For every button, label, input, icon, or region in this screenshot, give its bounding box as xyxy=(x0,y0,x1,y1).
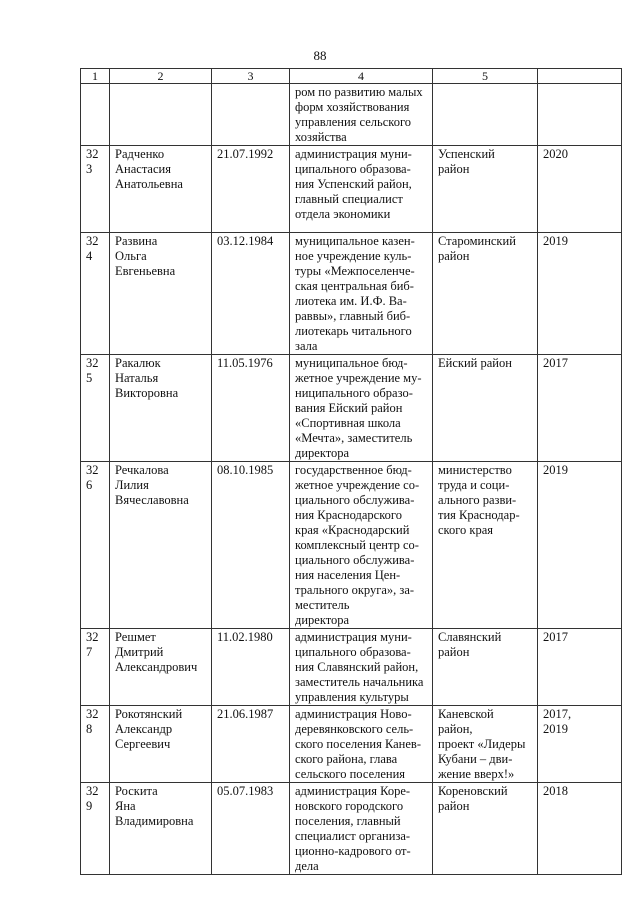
row-number: 324 xyxy=(81,233,110,355)
birth-date: 21.06.1987 xyxy=(212,706,290,783)
birth-date: 03.12.1984 xyxy=(212,233,290,355)
person-name: Роскита Яна Владимировна xyxy=(110,783,212,875)
birth-date: 11.02.1980 xyxy=(212,629,290,706)
birth-date: 05.07.1983 xyxy=(212,783,290,875)
year: 2017 xyxy=(538,629,622,706)
year: 2019 xyxy=(538,462,622,629)
page-number: 88 xyxy=(313,48,327,63)
column-header-4: 4 xyxy=(290,69,433,84)
year: 2019 xyxy=(538,233,622,355)
district: Ейский район xyxy=(433,355,538,462)
table-row xyxy=(81,146,622,233)
district: Кореновский район xyxy=(433,783,538,875)
year: 2020 xyxy=(538,146,622,233)
birth-date: 08.10.1985 xyxy=(212,462,290,629)
organization-position: администрация Коре- новского городского поселения, главный специалист организа- ционно-кадрового от- дела xyxy=(290,783,433,875)
organization-position: государственное бюд- жетное учреждение со- циального обслужива- ния Краснодарского края «Краснодарский комплексный центр со- циального обслужива- ния населения Цен- трального округа», за- меститель директора xyxy=(290,462,433,629)
organization-position: администрация Ново- деревянковского сель- ского поселения Канев- ского района, глава сельского поселения xyxy=(290,706,433,783)
column-header-6 xyxy=(538,69,622,84)
continuation-organization-cell: ром по развитию малых форм хозяйствования управления сельского хозяйства xyxy=(290,84,433,146)
column-header-2: 2 xyxy=(110,69,212,84)
table-row xyxy=(81,706,622,783)
person-name: Радченко Анастасия Анатольевна xyxy=(110,146,212,233)
organization-position: администрация муни- ципального образова- ния Успенский район, главный специалист отдела экономики xyxy=(290,146,433,233)
year: 2018 xyxy=(538,783,622,875)
district: Успенский район xyxy=(433,146,538,233)
registry-table xyxy=(80,68,622,875)
continuation-year-cell xyxy=(538,84,622,146)
row-number: 328 xyxy=(81,706,110,783)
organization-position: муниципальное казен- ное учреждение куль- туры «Межпоселенче- ская центральная биб- лиотека им. И.Ф. Ва- раввы», главный биб- лиотекарь читального зала xyxy=(290,233,433,355)
row-number: 325 xyxy=(81,355,110,462)
birth-date: 11.05.1976 xyxy=(212,355,290,462)
year: 2017 xyxy=(538,355,622,462)
column-header-1: 1 xyxy=(81,69,110,84)
person-name: Решмет Дмитрий Александрович xyxy=(110,629,212,706)
table-header-row xyxy=(81,69,622,84)
row-number: 329 xyxy=(81,783,110,875)
year: 2017, 2019 xyxy=(538,706,622,783)
table-row xyxy=(81,462,622,629)
district: министерство труда и соци- ального разви- тия Краснодар- ского края xyxy=(433,462,538,629)
row-number: 323 xyxy=(81,146,110,233)
birth-date: 21.07.1992 xyxy=(212,146,290,233)
column-header-3: 3 xyxy=(212,69,290,84)
district: Славянский район xyxy=(433,629,538,706)
table-row xyxy=(81,783,622,875)
table-row xyxy=(81,629,622,706)
continuation-name-cell xyxy=(110,84,212,146)
table-row xyxy=(81,233,622,355)
column-header-5: 5 xyxy=(433,69,538,84)
person-name: Ракалюк Наталья Викторовна xyxy=(110,355,212,462)
continuation-row xyxy=(81,84,622,146)
organization-position: администрация муни- ципального образова- ния Славянский район, заместитель начальника управления культуры xyxy=(290,629,433,706)
row-number: 327 xyxy=(81,629,110,706)
continuation-num-cell xyxy=(81,84,110,146)
person-name: Рокотянский Александр Сергеевич xyxy=(110,706,212,783)
table-row xyxy=(81,355,622,462)
row-number: 326 xyxy=(81,462,110,629)
continuation-district-cell xyxy=(433,84,538,146)
district: Каневской район, проект «Лидеры Кубани – дви- жение вверх!» xyxy=(433,706,538,783)
organization-position: муниципальное бюд- жетное учреждение му- ниципального образо- вания Ейский район «Спортивная школа «Мечта», заместитель директора xyxy=(290,355,433,462)
continuation-date-cell xyxy=(212,84,290,146)
person-name: Речкалова Лилия Вячеславовна xyxy=(110,462,212,629)
person-name: Развина Ольга Евгеньевна xyxy=(110,233,212,355)
district: Староминский район xyxy=(433,233,538,355)
